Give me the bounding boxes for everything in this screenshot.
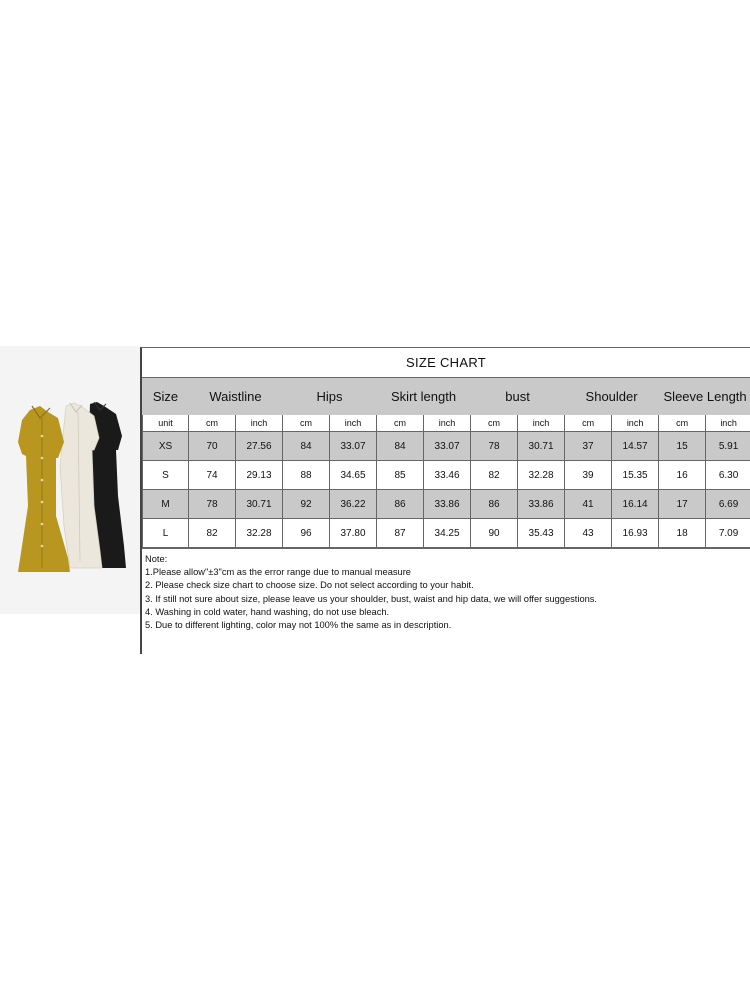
table-cell: 39: [565, 461, 612, 490]
chart-title: SIZE CHART: [142, 348, 750, 378]
header-hips: Hips: [283, 379, 377, 415]
table-cell: 27.56: [236, 432, 283, 461]
table-cell: 29.13: [236, 461, 283, 490]
unit-cell: cm: [283, 415, 330, 432]
header-skirt-length: Skirt length: [377, 379, 471, 415]
header-size: Size: [143, 379, 189, 415]
table-cell: 16.93: [612, 519, 659, 548]
table-cell: 17: [659, 490, 706, 519]
unit-row: [143, 415, 750, 432]
size-table: [142, 378, 750, 548]
table-cell: 36.22: [330, 490, 377, 519]
note-item: 4. Washing in cold water, hand washing, do not use bleach.: [145, 606, 390, 617]
header-bust: bust: [471, 379, 565, 415]
table-cell: 86: [471, 490, 518, 519]
table-cell: 90: [471, 519, 518, 548]
table-cell: 14.57: [612, 432, 659, 461]
table-cell: 15: [659, 432, 706, 461]
size-chart: [140, 347, 750, 654]
table-cell: 33.07: [330, 432, 377, 461]
table-cell: 16.14: [612, 490, 659, 519]
table-cell: 74: [189, 461, 236, 490]
table-cell: 18: [659, 519, 706, 548]
table-cell: 35.43: [518, 519, 565, 548]
unit-cell: inch: [236, 415, 283, 432]
unit-cell: unit: [143, 415, 189, 432]
unit-cell: inch: [706, 415, 750, 432]
table-cell: 32.28: [236, 519, 283, 548]
table-cell: 30.71: [518, 432, 565, 461]
table-cell: 87: [377, 519, 424, 548]
table-cell: 86: [377, 490, 424, 519]
table-row: [143, 461, 750, 490]
table-cell: 30.71: [236, 490, 283, 519]
table-cell: 84: [283, 432, 330, 461]
table-cell: XS: [143, 432, 189, 461]
unit-cell: cm: [565, 415, 612, 432]
unit-cell: inch: [612, 415, 659, 432]
header-row: [143, 379, 750, 415]
table-cell: 15.35: [612, 461, 659, 490]
note-item: 1.Please allow"±3"cm as the error range due to manual measure: [145, 567, 411, 578]
unit-cell: inch: [424, 415, 471, 432]
table-cell: 34.25: [424, 519, 471, 548]
table-cell: 16: [659, 461, 706, 490]
table-cell: 37: [565, 432, 612, 461]
note-item: 5. Due to different lighting, color may not 100% the same as in description.: [145, 620, 452, 631]
unit-cell: inch: [330, 415, 377, 432]
unit-cell: cm: [471, 415, 518, 432]
notes-section: [142, 548, 750, 654]
table-cell: 6.69: [706, 490, 750, 519]
table-cell: S: [143, 461, 189, 490]
table-row: [143, 519, 750, 548]
table-cell: 37.80: [330, 519, 377, 548]
table-cell: 41: [565, 490, 612, 519]
table-cell: 32.28: [518, 461, 565, 490]
table-cell: 33.07: [424, 432, 471, 461]
table-cell: L: [143, 519, 189, 548]
table-cell: 34.65: [330, 461, 377, 490]
note-item: 2. Please check size chart to choose size. Do not select according to your habit.: [145, 580, 474, 591]
table-cell: 84: [377, 432, 424, 461]
table-cell: 85: [377, 461, 424, 490]
table-cell: 33.86: [518, 490, 565, 519]
table-cell: 70: [189, 432, 236, 461]
table-cell: 5.91: [706, 432, 750, 461]
table-cell: 82: [471, 461, 518, 490]
note-item: 3. If still not sure about size, please leave us your shoulder, bust, waist and hip data, we will offer suggestions.: [145, 593, 598, 604]
notes-heading: Note:: [145, 554, 168, 564]
unit-cell: cm: [377, 415, 424, 432]
table-cell: 33.46: [424, 461, 471, 490]
table-cell: 82: [189, 519, 236, 548]
table-cell: 6.30: [706, 461, 750, 490]
table-cell: 92: [283, 490, 330, 519]
unit-cell: cm: [189, 415, 236, 432]
table-row: [143, 432, 750, 461]
table-cell: 33.86: [424, 490, 471, 519]
unit-cell: inch: [518, 415, 565, 432]
table-cell: 43: [565, 519, 612, 548]
dress-illustration: [0, 346, 140, 614]
table-cell: 78: [471, 432, 518, 461]
unit-cell: cm: [659, 415, 706, 432]
table-cell: 7.09: [706, 519, 750, 548]
header-shoulder: Shoulder: [565, 379, 659, 415]
product-image: [0, 346, 140, 614]
table-cell: 78: [189, 490, 236, 519]
table-cell: M: [143, 490, 189, 519]
header-sleeve-length: Sleeve Length: [659, 379, 750, 415]
table-cell: 88: [283, 461, 330, 490]
table-row: [143, 490, 750, 519]
table-cell: 96: [283, 519, 330, 548]
header-waistline: Waistline: [189, 379, 283, 415]
